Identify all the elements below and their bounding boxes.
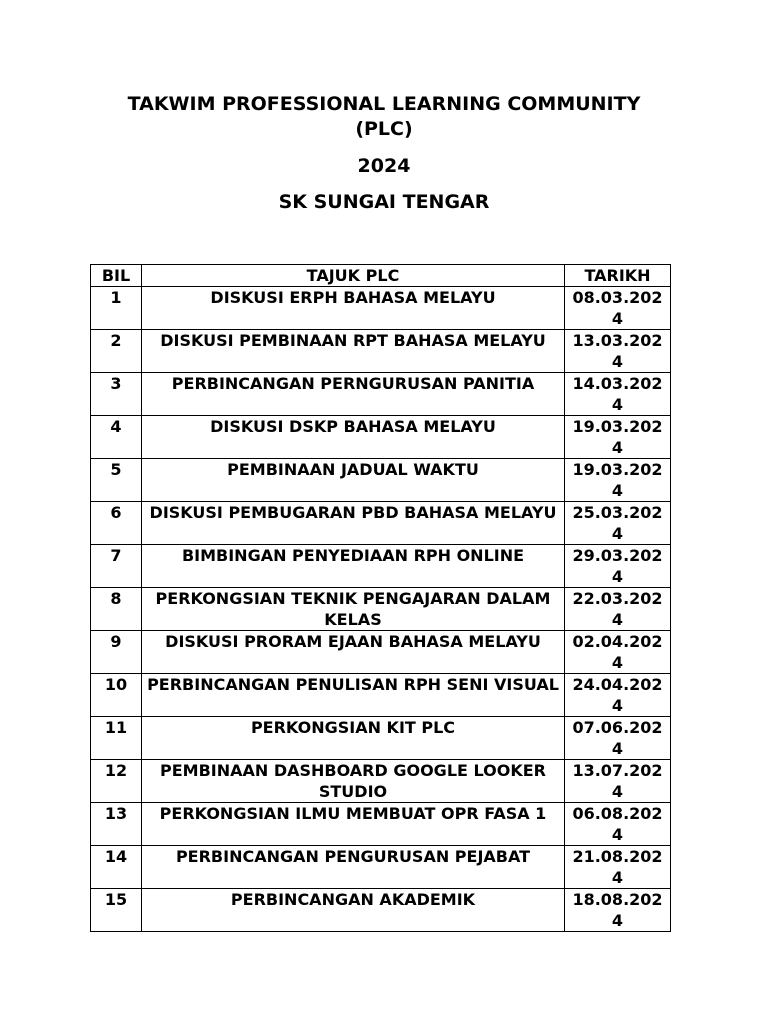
table-row — [91, 287, 671, 330]
tajuk-cell: BIMBINGAN PENYEDIAAN RPH ONLINE — [142, 545, 565, 588]
bil-cell: 2 — [91, 330, 142, 373]
table-row — [91, 459, 671, 502]
table-row — [91, 889, 671, 932]
table-row — [91, 545, 671, 588]
tajuk-cell: DISKUSI PEMBINAAN RPT BAHASA MELAYU — [142, 330, 565, 373]
bil-cell: 12 — [91, 760, 142, 803]
column-header-tajuk: TAJUK PLC — [142, 265, 565, 287]
bil-cell: 10 — [91, 674, 142, 717]
bil-cell: 9 — [91, 631, 142, 674]
table-body — [91, 287, 671, 932]
bil-cell: 8 — [91, 588, 142, 631]
tajuk-cell: PERBINCANGAN PENULISAN RPH SENI VISUAL — [142, 674, 565, 717]
tarikh-cell: 21.08.2024 — [565, 846, 671, 889]
table-row — [91, 674, 671, 717]
tajuk-cell: PERKONGSIAN ILMU MEMBUAT OPR FASA 1 — [142, 803, 565, 846]
table-row — [91, 760, 671, 803]
table-header-row — [91, 265, 671, 287]
tajuk-cell: PERKONGSIAN KIT PLC — [142, 717, 565, 760]
tajuk-cell: PERBINCANGAN PENGURUSAN PEJABAT — [142, 846, 565, 889]
table-row — [91, 631, 671, 674]
tarikh-cell: 07.06.2024 — [565, 717, 671, 760]
bil-cell: 4 — [91, 416, 142, 459]
table-row — [91, 803, 671, 846]
tarikh-cell: 22.03.2024 — [565, 588, 671, 631]
plc-schedule-table — [90, 264, 671, 932]
tarikh-cell: 02.04.2024 — [565, 631, 671, 674]
tarikh-cell: 13.07.2024 — [565, 760, 671, 803]
tarikh-cell: 14.03.2024 — [565, 373, 671, 416]
bil-cell: 5 — [91, 459, 142, 502]
bil-cell: 6 — [91, 502, 142, 545]
school-name: SK SUNGAI TENGAR — [278, 191, 490, 213]
tajuk-cell: PERBINCANGAN AKADEMIK — [142, 889, 565, 932]
table-row — [91, 846, 671, 889]
bil-cell: 15 — [91, 889, 142, 932]
tarikh-cell: 19.03.2024 — [565, 416, 671, 459]
tarikh-cell: 06.08.2024 — [565, 803, 671, 846]
tajuk-cell: PEMBINAAN DASHBOARD GOOGLE LOOKER STUDIO — [142, 760, 565, 803]
bil-cell: 1 — [91, 287, 142, 330]
tajuk-cell: PERBINCANGAN PERNGURUSAN PANITIA — [142, 373, 565, 416]
tarikh-cell: 29.03.2024 — [565, 545, 671, 588]
document-header — [90, 92, 678, 215]
table-row — [91, 416, 671, 459]
tarikh-cell: 25.03.2024 — [565, 502, 671, 545]
tarikh-cell: 13.03.2024 — [565, 330, 671, 373]
column-header-bil: BIL — [91, 265, 142, 287]
bil-cell: 11 — [91, 717, 142, 760]
table-row — [91, 373, 671, 416]
tarikh-cell: 19.03.2024 — [565, 459, 671, 502]
table-row — [91, 717, 671, 760]
tarikh-cell: 18.08.2024 — [565, 889, 671, 932]
bil-cell: 7 — [91, 545, 142, 588]
table-row — [91, 588, 671, 631]
document-year: 2024 — [357, 155, 411, 177]
bil-cell: 13 — [91, 803, 142, 846]
bil-cell: 14 — [91, 846, 142, 889]
table-row — [91, 330, 671, 373]
column-header-tarikh: TARIKH — [565, 265, 671, 287]
tajuk-cell: DISKUSI PEMBUGARAN PBD BAHASA MELAYU — [142, 502, 565, 545]
tajuk-cell: DISKUSI PRORAM EJAAN BAHASA MELAYU — [142, 631, 565, 674]
document-title-line-1: TAKWIM PROFESSIONAL LEARNING COMMUNITY — [127, 93, 641, 115]
tajuk-cell: DISKUSI ERPH BAHASA MELAYU — [142, 287, 565, 330]
table-row — [91, 502, 671, 545]
document-title-line-2: (PLC) — [355, 118, 413, 140]
tarikh-cell: 24.04.2024 — [565, 674, 671, 717]
bil-cell: 3 — [91, 373, 142, 416]
tajuk-cell: DISKUSI DSKP BAHASA MELAYU — [142, 416, 565, 459]
tajuk-cell: PERKONGSIAN TEKNIK PENGAJARAN DALAM KELAS — [142, 588, 565, 631]
tarikh-cell: 08.03.2024 — [565, 287, 671, 330]
tajuk-cell: PEMBINAAN JADUAL WAKTU — [142, 459, 565, 502]
